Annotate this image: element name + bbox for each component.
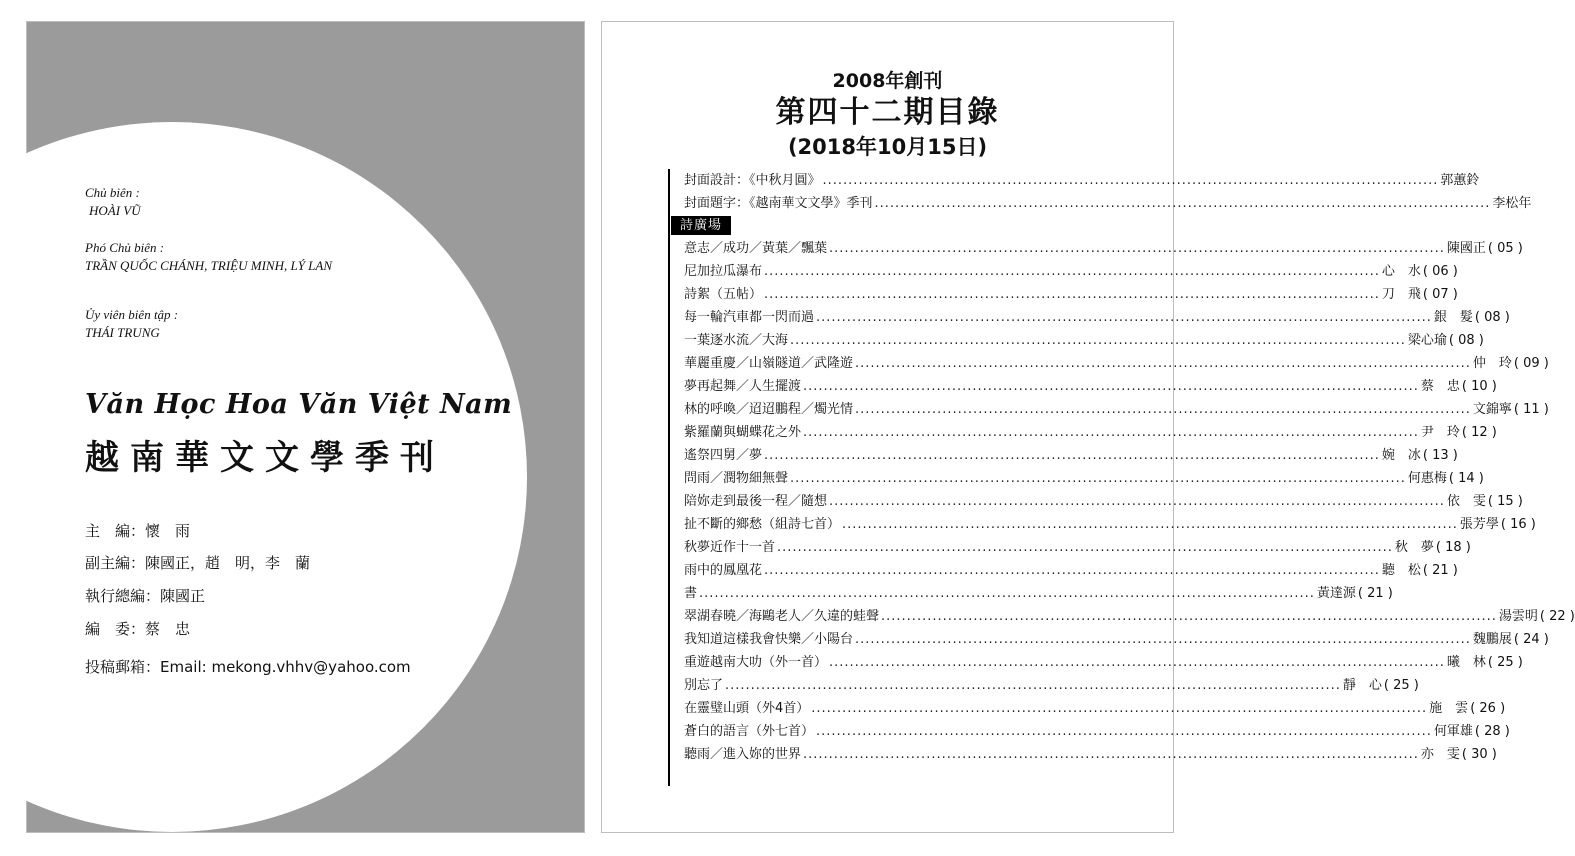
- leader-dots: ........................................................................................................................: [822, 173, 1439, 188]
- toc-entry[interactable]: [684, 352, 1549, 375]
- toc-entry-page: ( 21 ): [1357, 586, 1393, 601]
- toc-entry[interactable]: [684, 490, 1523, 513]
- toc-entry[interactable]: [684, 398, 1549, 421]
- deputy-editors-block: [85, 239, 332, 275]
- leader-dots: ........................................................................................................................: [699, 586, 1315, 601]
- toc-entry-title: 書: [684, 586, 698, 601]
- toc-entry-page: ( 30 ): [1461, 747, 1497, 762]
- toc-entry-author: 尹 玲: [1420, 425, 1460, 440]
- toc-entry-author: 何惠梅: [1407, 471, 1447, 486]
- toc-entry-page: ( 12 ): [1461, 425, 1497, 440]
- submission-email[interactable]: Email: mekong.vhhv@yahoo.com: [160, 658, 411, 676]
- toc-list: [684, 237, 1575, 766]
- toc-entry-page: ( 18 ): [1435, 540, 1471, 555]
- credit-title: 封面設計：《中秋月圓》: [684, 173, 821, 188]
- left-page: [26, 21, 585, 833]
- toc-entry[interactable]: [684, 536, 1471, 559]
- leader-dots: ........................................................................................................................: [874, 196, 1491, 211]
- leader-dots: ........................................................................................................................: [842, 517, 1458, 532]
- toc-entry-author: 聽 松: [1381, 563, 1421, 578]
- toc-entry[interactable]: [684, 582, 1393, 605]
- leader-dots: ........................................................................................................................: [881, 609, 1497, 624]
- toc-entry-author: 銀 髮: [1433, 310, 1473, 325]
- toc-entry-title: 一葉逐水流／大海: [684, 333, 789, 348]
- toc-entry-title: 詩絮（五帖）: [684, 287, 763, 302]
- toc-entry-page: ( 16 ): [1500, 517, 1536, 532]
- toc-entry-title: 尼加拉瓜瀑布: [684, 264, 763, 279]
- toc-entry[interactable]: [684, 375, 1497, 398]
- leader-dots: ........................................................................................................................: [816, 724, 1432, 739]
- toc-entry-author: 心 水: [1381, 264, 1421, 279]
- leader-dots: ........................................................................................................................: [764, 448, 1380, 463]
- leader-dots: ........................................................................................................................: [829, 241, 1445, 256]
- toc-entry-author: 黃達源: [1316, 586, 1356, 601]
- toc-entry-title: 陪妳走到最後一程／隨想: [684, 494, 828, 509]
- staff-row-deputy-editors: [85, 552, 310, 573]
- toc-entry-author: 何軍雄: [1433, 724, 1473, 739]
- magazine-title-chinese: 越南華文文學季刊: [85, 438, 445, 478]
- toc-entry-page: ( 09 ): [1513, 356, 1549, 371]
- toc-entry-page: ( 25 ): [1383, 678, 1419, 693]
- toc-entry[interactable]: [684, 283, 1458, 306]
- toc-entry-title: 紫羅蘭與蝴蝶花之外: [684, 425, 802, 440]
- toc-entry-page: ( 08 ): [1474, 310, 1510, 325]
- toc-entry-author: 張芳學: [1459, 517, 1499, 532]
- toc-entry[interactable]: [684, 743, 1497, 766]
- toc-entry-title: 華麗重慶／山嶺隧道／武隆遊: [684, 356, 854, 371]
- toc-entry-title: 翠湖春曉／海鷗老人／久違的蛙聲: [684, 609, 880, 624]
- toc-entry-page: ( 25 ): [1487, 655, 1523, 670]
- staff-value: 懷 雨: [145, 522, 191, 540]
- toc-entry-title: 在靈璧山頭（外4首）: [684, 701, 810, 716]
- staff-row-chief-editor: [85, 520, 190, 541]
- toc-entry-title: 聽雨／進入妳的世界: [684, 747, 802, 762]
- toc-entry-page: ( 05 ): [1487, 241, 1523, 256]
- credit-row: [684, 192, 1532, 215]
- toc-entry-title: 雨中的鳳凰花: [684, 563, 763, 578]
- toc-entry-page: ( 10 ): [1461, 379, 1497, 394]
- deputy-editors-title: Phó Chủ biên :: [85, 240, 165, 255]
- leader-dots: ........................................................................................................................: [725, 678, 1341, 693]
- leader-dots: ........................................................................................................................: [855, 402, 1471, 417]
- toc-entry-title: 問雨／潤物細無聲: [684, 471, 789, 486]
- toc-entry-author: 仲 玲: [1472, 356, 1512, 371]
- staff-row-executive-editor: [85, 585, 205, 606]
- editorial-board-title: Ủy viên biên tập :: [85, 307, 179, 322]
- toc-entry-page: ( 22 ): [1539, 609, 1575, 624]
- issue-title: 第四十二期目錄: [775, 95, 1000, 130]
- toc-masthead: [602, 69, 1173, 161]
- toc-entry-title: 我知道這樣我會快樂／小陽台: [684, 632, 854, 647]
- toc-entry-page: ( 15 ): [1487, 494, 1523, 509]
- toc-entry[interactable]: [684, 628, 1549, 651]
- leader-dots: ........................................................................................................................: [855, 632, 1471, 647]
- right-page: [601, 21, 1575, 833]
- cover-credits: [684, 169, 1532, 215]
- leader-dots: ........................................................................................................................: [790, 471, 1406, 486]
- staff-label: 執行總編：: [85, 587, 161, 605]
- staff-value: 陳國正: [160, 587, 206, 605]
- leader-dots: ........................................................................................................................: [764, 563, 1380, 578]
- deputy-editors-names: TRẦN QUỐC CHÁNH, TRIỆU MINH, LÝ LAN: [85, 258, 333, 273]
- staff-label: 編 委：: [85, 620, 146, 638]
- toc-vertical-rule: [668, 169, 670, 786]
- chief-editor-block: [85, 184, 141, 220]
- toc-entry-title: 林的呼喚／迢迢鵬程／燭光情: [684, 402, 854, 417]
- credit-author: 李松年: [1492, 196, 1532, 211]
- toc-entry-page: ( 21 ): [1422, 563, 1458, 578]
- magazine-title-vietnamese: Văn Học Hoa Văn Việt Nam: [85, 389, 513, 420]
- toc-entry-title: 遙祭四舅／夢: [684, 448, 763, 463]
- leader-dots: ........................................................................................................................: [790, 333, 1406, 348]
- toc-entry-title: 秋夢近作十一首: [684, 540, 776, 555]
- submission-label: 投稿郵箱：: [85, 658, 161, 676]
- toc-entry[interactable]: [684, 697, 1506, 720]
- section-header-poetry: 詩廣場: [671, 216, 731, 235]
- toc-entry[interactable]: [684, 605, 1575, 628]
- toc-entry[interactable]: [684, 674, 1419, 697]
- toc-entry[interactable]: [684, 559, 1458, 582]
- toc-entry-author: 刀 飛: [1381, 287, 1421, 302]
- leader-dots: ........................................................................................................................: [829, 655, 1445, 670]
- leader-dots: ........................................................................................................................: [777, 540, 1393, 555]
- toc-entry-author: 靜 心: [1342, 678, 1382, 693]
- toc-entry-author: 亦 雯: [1420, 747, 1460, 762]
- leader-dots: ........................................................................................................................: [811, 701, 1428, 716]
- toc-entry-title: 蒼白的語言（外七首）: [684, 724, 815, 739]
- founded-year: 2008年創刊: [832, 70, 943, 92]
- editorial-board-name: THÁI TRUNG: [85, 325, 160, 340]
- toc-entry-author: 文錦寧: [1472, 402, 1512, 417]
- toc-entry-author: 魏鵬展: [1472, 632, 1512, 647]
- toc-entry-author: 施 雲: [1429, 701, 1469, 716]
- toc-entry[interactable]: [684, 306, 1510, 329]
- toc-entry-page: ( 08 ): [1448, 333, 1484, 348]
- toc-entry-author: 婉 冰: [1381, 448, 1421, 463]
- toc-entry-author: 湯雲明: [1498, 609, 1538, 624]
- toc-entry-page: ( 07 ): [1422, 287, 1458, 302]
- toc-entry-author: 曦 林: [1446, 655, 1486, 670]
- credit-author: 郭蕙鈴: [1440, 173, 1480, 188]
- issue-date: (2018年10月15日): [787, 135, 988, 159]
- leader-dots: ........................................................................................................................: [803, 747, 1419, 762]
- staff-row-editorial-board: [85, 618, 190, 639]
- toc-entry-page: ( 28 ): [1474, 724, 1510, 739]
- leader-dots: ........................................................................................................................: [764, 287, 1380, 302]
- staff-value: 陳國正，趙 明，李 蘭: [145, 554, 311, 572]
- toc-entry[interactable]: [684, 513, 1536, 536]
- toc-entry-title: 重遊越南大叻（外一首）: [684, 655, 828, 670]
- staff-label: 主 編：: [85, 522, 146, 540]
- toc-entry[interactable]: [684, 444, 1458, 467]
- toc-entry-title: 每一輪汽車都一閃而過: [684, 310, 815, 325]
- toc-entry[interactable]: [684, 237, 1523, 260]
- toc-entry-title: 夢再起舞／人生擺渡: [684, 379, 802, 394]
- toc-entry-page: ( 06 ): [1422, 264, 1458, 279]
- toc-entry-page: ( 14 ): [1448, 471, 1484, 486]
- leader-dots: ........................................................................................................................: [764, 264, 1380, 279]
- toc-entry-author: 秋 夢: [1394, 540, 1434, 555]
- leader-dots: ........................................................................................................................: [816, 310, 1432, 325]
- chief-editor-name: HOÀI VŨ: [89, 203, 141, 218]
- toc-entry-page: ( 11 ): [1513, 402, 1549, 417]
- staff-value: 蔡 忠: [145, 620, 191, 638]
- toc-entry[interactable]: [684, 421, 1497, 444]
- staff-label: 副主編：: [85, 554, 146, 572]
- toc-entry[interactable]: [684, 329, 1484, 352]
- toc-entry[interactable]: [684, 467, 1484, 490]
- chief-editor-title: Chủ biên :: [85, 185, 140, 200]
- leader-dots: ........................................................................................................................: [829, 494, 1445, 509]
- submission-email-row: [85, 656, 411, 677]
- toc-entry[interactable]: [684, 651, 1523, 674]
- toc-entry-page: ( 13 ): [1422, 448, 1458, 463]
- toc-entry-author: 依 雯: [1446, 494, 1486, 509]
- credit-title: 封面題字：《越南華文文學》季刊: [684, 196, 873, 211]
- editorial-board-block: [85, 306, 178, 342]
- toc-entry-page: ( 26 ): [1470, 701, 1506, 716]
- toc-entry-title: 別忘了: [684, 678, 724, 693]
- toc-entry-author: 梁心瑜: [1407, 333, 1447, 348]
- toc-entry-page: ( 24 ): [1513, 632, 1549, 647]
- toc-entry-author: 蔡 忠: [1420, 379, 1460, 394]
- toc-entry-title: 意志／成功／黃葉／飄葉: [684, 241, 828, 256]
- leader-dots: ........................................................................................................................: [803, 425, 1419, 440]
- toc-entry-title: 扯不斷的鄉愁（組詩七首）: [684, 517, 841, 532]
- leader-dots: ........................................................................................................................: [803, 379, 1419, 394]
- leader-dots: ........................................................................................................................: [855, 356, 1471, 371]
- toc-entry-author: 陳國正: [1446, 241, 1486, 256]
- toc-entry[interactable]: [684, 720, 1510, 743]
- credit-row: [684, 169, 1480, 192]
- toc-entry[interactable]: [684, 260, 1458, 283]
